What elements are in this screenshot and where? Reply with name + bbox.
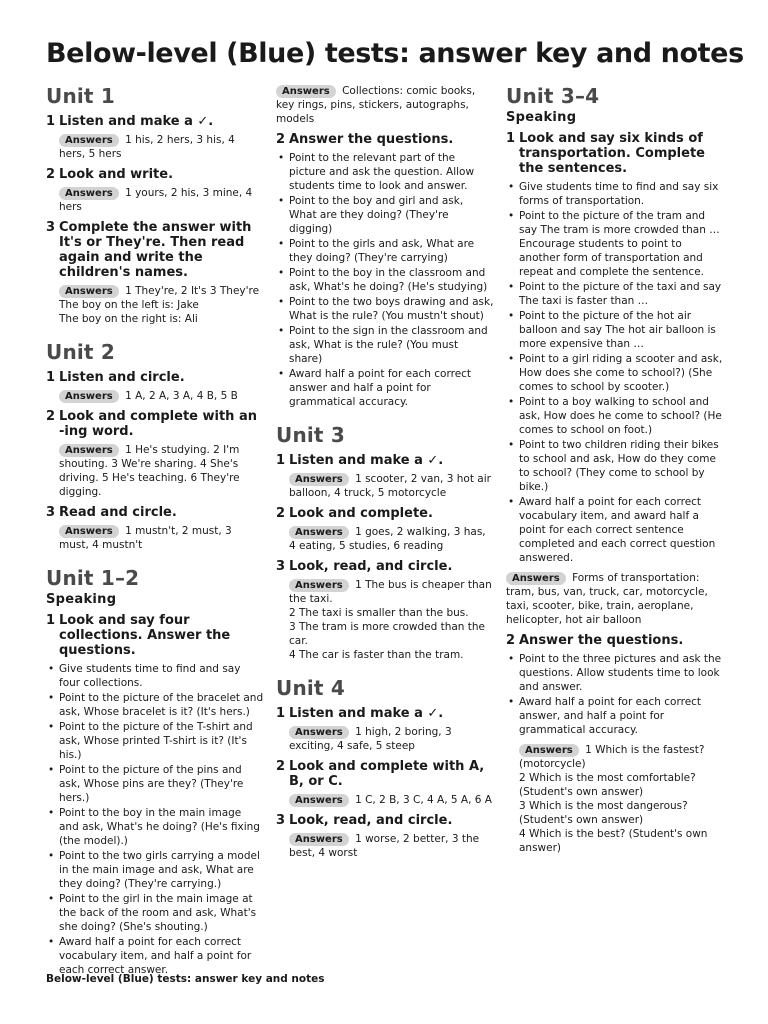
answer-text: 1 high, 2 boring, 3 exciting, 4 safe, 5 steep bbox=[289, 726, 452, 752]
unit-4-title: Unit 4 bbox=[276, 676, 345, 700]
column-middle bbox=[276, 84, 494, 866]
question-heading: 3 Look, read, and circle. bbox=[276, 559, 453, 574]
list-item: • Award half a point for each correct vocabulary item, and award half a point for each correct sentence completed and each correct question answered. bbox=[519, 495, 724, 565]
answer-text: 1 scooter, 2 van, 3 hot air balloon, 4 truck, 5 motorcycle bbox=[289, 473, 491, 499]
answers-badge: Answers bbox=[289, 726, 349, 739]
question-heading: 1 Look and say six kinds of transportation. Complete the sentences. bbox=[506, 131, 705, 176]
answer-text: 3 Which is the most dangerous? (Student's own answer) bbox=[519, 800, 688, 826]
answer-text: 1 yours, 2 his, 3 mine, 4 hers bbox=[59, 187, 253, 213]
answer-block bbox=[46, 186, 264, 214]
unit-3-4-title: Unit 3–4 bbox=[506, 84, 600, 108]
list-item: • Point to the relevant part of the picture and ask the question. Allow students time to look and answer. bbox=[289, 151, 494, 193]
unit-2-title: Unit 2 bbox=[46, 340, 115, 364]
answer-text: 1 They're, 2 It's 3 They're bbox=[125, 285, 260, 297]
list-item: • Point to the boy in the classroom and ask, What's he doing? (He's studying) bbox=[289, 266, 494, 294]
question-heading: 3 Read and circle. bbox=[46, 505, 177, 520]
answer-block bbox=[276, 525, 494, 553]
list-item: • Point to the two girls carrying a model in the main image and ask, What are they doing? (They're carrying.) bbox=[59, 849, 264, 891]
answer-text: The boy on the right is: Ali bbox=[59, 313, 198, 325]
list-item: • Point to two children riding their bikes to school and ask, How do they come to school? (They come to school by bike.) bbox=[519, 438, 724, 494]
answer-text: Forms of transportation: tram, bus, van, truck, car, motorcycle, taxi, scooter, bike, train, aeroplane, helicopter, hot air balloon bbox=[506, 572, 708, 626]
answers-badge: Answers bbox=[59, 525, 119, 538]
answer-block bbox=[506, 743, 724, 855]
answer-block bbox=[46, 389, 264, 403]
speaking-heading: Speaking bbox=[506, 110, 577, 125]
list-item: • Point to the two boys drawing and ask, What is the rule? (You mustn't shout) bbox=[289, 295, 494, 323]
list-item: • Point to the boy and girl and ask, What are they doing? (They're digging) bbox=[289, 194, 494, 236]
bullet-list bbox=[506, 652, 724, 737]
list-item: • Give students time to find and say four collections. bbox=[59, 662, 264, 690]
list-item: • Point to a boy walking to school and ask, How does he come to school? (He comes to school on foot.) bbox=[519, 395, 724, 437]
question-heading: 1 Listen and circle. bbox=[46, 370, 185, 385]
question-heading: 1 Listen and make a ✓. bbox=[46, 114, 214, 129]
list-item: • Point to the sign in the classroom and ask, What is the rule? (You must share) bbox=[289, 324, 494, 366]
list-item: • Point to the picture of the T-shirt and ask, Whose printed T-shirt is it? (It's his.) bbox=[59, 720, 264, 762]
answers-badge: Answers bbox=[59, 444, 119, 457]
answers-badge: Answers bbox=[289, 473, 349, 486]
question-heading: 1 Listen and make a ✓. bbox=[276, 706, 444, 721]
list-item: • Point to a girl riding a scooter and ask, How does she come to school?) (She comes to school by scooter.) bbox=[519, 352, 724, 394]
unit-1-title: Unit 1 bbox=[46, 84, 115, 108]
answers-badge: Answers bbox=[276, 85, 336, 98]
answer-text: 4 The car is faster than the tram. bbox=[289, 649, 464, 661]
unit-1-2-title: Unit 1–2 bbox=[46, 566, 140, 590]
column-right bbox=[506, 84, 724, 861]
question-heading: 2 Answer the questions. bbox=[506, 633, 684, 648]
answer-text: 2 Which is the most comfortable? (Student's own answer) bbox=[519, 772, 696, 798]
answer-text: 1 mustn't, 2 must, 3 must, 4 mustn't bbox=[59, 525, 232, 551]
unit-3-title: Unit 3 bbox=[276, 423, 345, 447]
page-footer: Below-level (Blue) tests: answer key and notes bbox=[46, 973, 325, 985]
question-heading: 2 Look and write. bbox=[46, 167, 174, 182]
answer-text: 3 The tram is more crowded than the car. bbox=[289, 621, 486, 647]
answer-text: 4 Which is the best? (Student's own answer) bbox=[519, 828, 708, 854]
answer-block bbox=[276, 793, 494, 807]
answer-block bbox=[46, 133, 264, 161]
answers-badge: Answers bbox=[59, 187, 119, 200]
answer-block bbox=[276, 472, 494, 500]
question-heading: 3 Look, read, and circle. bbox=[276, 813, 453, 828]
list-item: • Point to the picture of the taxi and say The taxi is faster than … bbox=[519, 280, 724, 308]
list-item: • Award half a point for each correct vocabulary item, and half a point for each correct answer. bbox=[59, 935, 264, 977]
list-item: • Point to the three pictures and ask the questions. Allow students time to look and answer. bbox=[519, 652, 724, 694]
answer-block bbox=[276, 832, 494, 860]
answer-block bbox=[276, 725, 494, 753]
answers-badge: Answers bbox=[59, 134, 119, 147]
question-heading: 3 Complete the answer with It's or They're. Then read again and write the children's names. bbox=[46, 220, 252, 280]
answer-text: 1 C, 2 B, 3 C, 4 A, 5 A, 6 A bbox=[355, 794, 492, 806]
list-item: • Give students time to find and say six forms of transportation. bbox=[519, 180, 724, 208]
answer-text: 1 The bus is cheaper than the taxi. bbox=[289, 579, 492, 605]
list-item: • Point to the picture of the tram and say The tram is more crowded than … Encourage students to point to another form of transportation and repeat and complete the sentence. bbox=[519, 209, 724, 279]
list-item: • Point to the picture of the bracelet and ask, Whose bracelet is it? (It's hers.) bbox=[59, 691, 264, 719]
answers-badge: Answers bbox=[59, 285, 119, 298]
list-item: • Award half a point for each correct answer, and half a point for grammatical accuracy. bbox=[519, 695, 724, 737]
bullet-list bbox=[276, 151, 494, 409]
answer-block bbox=[506, 571, 724, 627]
answers-badge: Answers bbox=[289, 794, 349, 807]
answers-badge: Answers bbox=[289, 833, 349, 846]
answer-text: 1 his, 2 hers, 3 his, 4 hers, 5 hers bbox=[59, 134, 235, 160]
bullet-list bbox=[46, 662, 264, 977]
answer-text: 1 He's studying. 2 I'm shouting. 3 We're sharing. 4 She's driving. 5 He's teaching. 6 They're digging. bbox=[59, 444, 240, 498]
answer-text: 1 goes, 2 walking, 3 has, 4 eating, 5 studies, 6 reading bbox=[289, 526, 486, 552]
question-heading: 2 Look and complete with A, B, or C. bbox=[276, 759, 485, 789]
answer-text: 1 worse, 2 better, 3 the best, 4 worst bbox=[289, 833, 480, 859]
answer-text: 1 Which is the fastest? (motorcycle) bbox=[519, 744, 705, 770]
answers-badge: Answers bbox=[289, 526, 349, 539]
answers-badge: Answers bbox=[59, 390, 119, 403]
question-heading: 1 Look and say four collections. Answer the questions. bbox=[46, 613, 231, 658]
answer-text: The boy on the left is: Jake bbox=[59, 299, 199, 311]
list-item: • Point to the boy in the main image and ask, What's he doing? (He's fixing (the model).) bbox=[59, 806, 264, 848]
question-heading: 2 Look and complete. bbox=[276, 506, 433, 521]
speaking-heading: Speaking bbox=[46, 592, 117, 607]
list-item: • Point to the girls and ask, What are they doing? (They're carrying) bbox=[289, 237, 494, 265]
answer-block bbox=[46, 524, 264, 552]
answers-badge: Answers bbox=[519, 744, 579, 757]
list-item: • Point to the girl in the main image at the back of the room and ask, What's she doing? (She's shouting.) bbox=[59, 892, 264, 934]
list-item: • Award half a point for each correct answer and half a point for grammatical accuracy. bbox=[289, 367, 494, 409]
answer-block bbox=[46, 284, 264, 326]
question-heading: 1 Listen and make a ✓. bbox=[276, 453, 444, 468]
answers-badge: Answers bbox=[506, 572, 566, 585]
question-heading: 2 Look and complete with an -ing word. bbox=[46, 409, 257, 439]
bullet-list bbox=[506, 180, 724, 565]
column-left bbox=[46, 84, 264, 983]
answer-text: 2 The taxi is smaller than the bus. bbox=[289, 607, 469, 619]
list-item: • Point to the picture of the pins and ask, Whose pins are they? (They're hers.) bbox=[59, 763, 264, 805]
answer-text: 1 A, 2 A, 3 A, 4 B, 5 B bbox=[125, 390, 238, 402]
page-title: Below-level (Blue) tests: answer key and notes bbox=[46, 38, 744, 69]
answer-block bbox=[276, 578, 494, 662]
question-heading: 2 Answer the questions. bbox=[276, 132, 454, 147]
answer-block bbox=[276, 84, 494, 126]
answer-block bbox=[46, 443, 264, 499]
list-item: • Point to the picture of the hot air balloon and say The hot air balloon is more expensive than … bbox=[519, 309, 724, 351]
answers-badge: Answers bbox=[289, 579, 349, 592]
answer-text: Collections: comic books, key rings, pins, stickers, autographs, models bbox=[276, 85, 476, 125]
